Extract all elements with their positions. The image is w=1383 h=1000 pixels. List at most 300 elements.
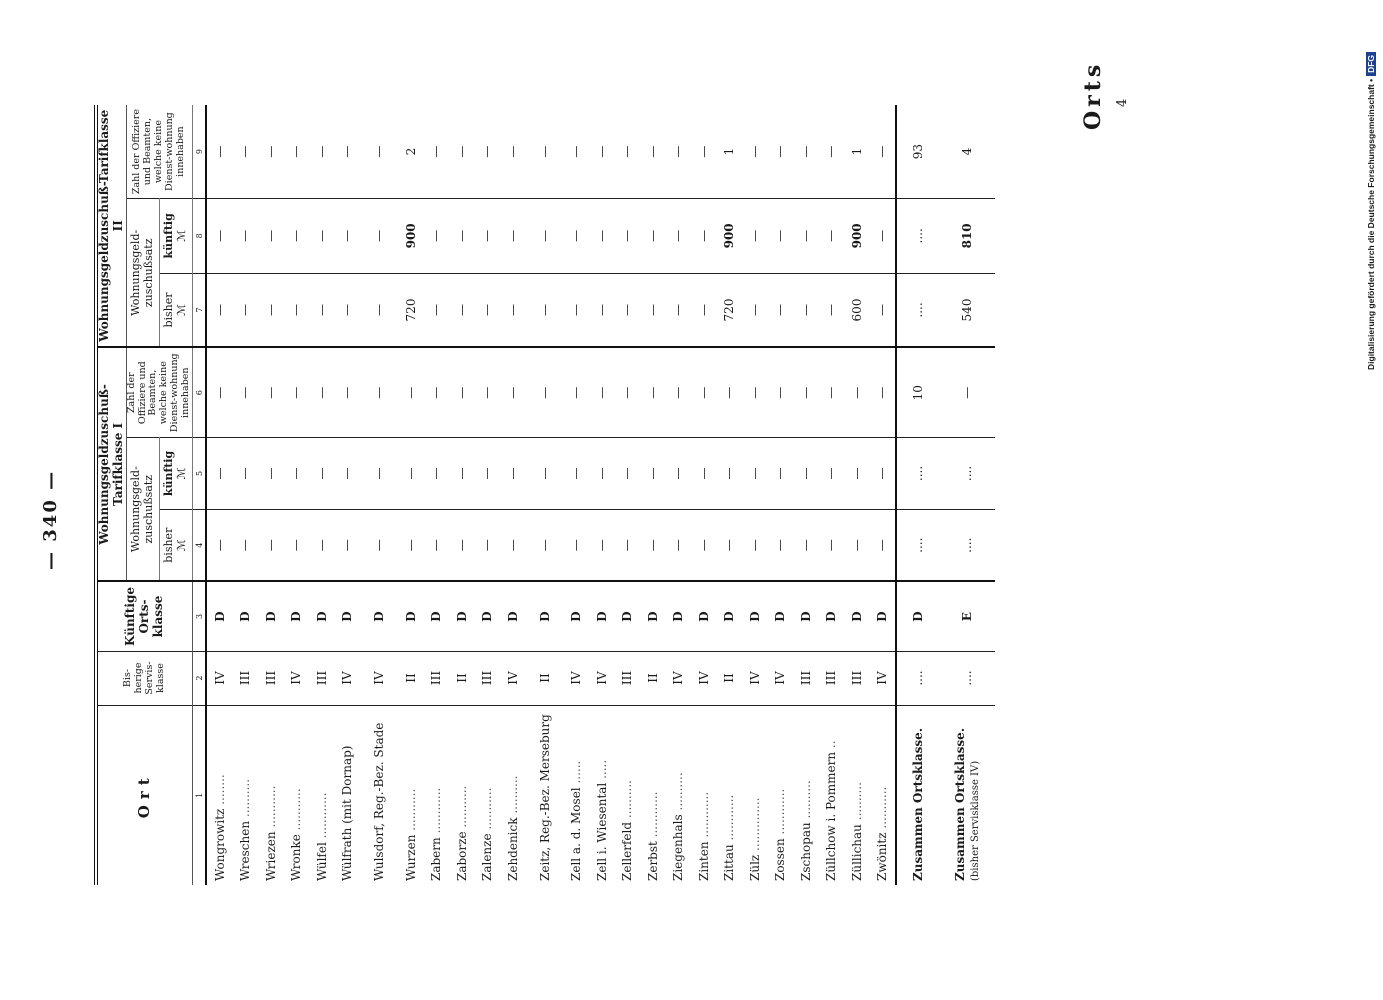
row-ort: Wreschen .......... — [238, 778, 253, 881]
table-row — [615, 105, 641, 885]
row-z1: — — [640, 347, 666, 437]
row-z2: — — [691, 105, 717, 199]
colnum-7: 7 — [193, 273, 207, 347]
row-s: IV — [870, 651, 897, 705]
row-f1: — — [819, 437, 845, 509]
row-b1: — — [666, 509, 692, 581]
row-f1: — — [335, 437, 361, 509]
row-z2: — — [564, 105, 590, 199]
margin-note-number: 4 — [1115, 98, 1130, 107]
row-z2: — — [640, 105, 666, 199]
row-b2: — — [335, 273, 361, 347]
summary2-row — [939, 105, 995, 885]
row-f2: 900 — [717, 199, 743, 273]
row-b1: — — [589, 509, 615, 581]
row-b2: 720 — [717, 273, 743, 347]
summary-label: Zusammen Ortsklasse. — [896, 705, 939, 885]
row-b2: — — [615, 273, 641, 347]
row-b1: — — [819, 509, 845, 581]
row-f2: — — [258, 199, 284, 273]
header-satz-2: Wohnungsgeld-zuschußsatz — [126, 199, 159, 348]
row-s: IV — [768, 651, 794, 705]
row-f1: — — [258, 437, 284, 509]
row-z2: — — [360, 105, 398, 199]
row-ort: Züllichau .......... — [849, 782, 864, 881]
row-f1: — — [526, 437, 564, 509]
row-k: D — [615, 581, 641, 651]
row-z2: — — [666, 105, 692, 199]
row-f2: — — [742, 199, 768, 273]
table-body — [206, 105, 995, 885]
header-kuenftig-1: künftig ℳ — [159, 437, 192, 509]
header-ort: Ort — [96, 705, 193, 885]
row-f1: — — [615, 437, 641, 509]
row-z2: — — [258, 105, 284, 199]
row-b2: — — [526, 273, 564, 347]
row-z1: — — [717, 347, 743, 437]
summary-b1: .... — [896, 509, 939, 581]
row-b1: — — [475, 509, 501, 581]
row-f2: — — [666, 199, 692, 273]
row-z2: — — [335, 105, 361, 199]
row-z2: 2 — [398, 105, 424, 199]
row-s: IV — [360, 651, 398, 705]
row-f1: — — [398, 437, 424, 509]
row-f1: — — [793, 437, 819, 509]
row-z1: — — [768, 347, 794, 437]
summary-b2: .... — [896, 273, 939, 347]
table-row — [870, 105, 897, 885]
row-b1: — — [233, 509, 259, 581]
row-z1: — — [844, 347, 870, 437]
row-z1: — — [793, 347, 819, 437]
summary-k: D — [896, 581, 939, 651]
table-row — [424, 105, 450, 885]
row-f1: — — [424, 437, 450, 509]
row-ort: Zülz .............. — [747, 797, 762, 881]
table-row — [258, 105, 284, 885]
row-f1: — — [206, 437, 233, 509]
row-b1: — — [526, 509, 564, 581]
row-f1: — — [691, 437, 717, 509]
row-ort: Zossen ............ — [773, 788, 788, 881]
row-b1: — — [398, 509, 424, 581]
row-k: D — [793, 581, 819, 651]
colnum-5: 5 — [193, 437, 207, 509]
row-f2: 900 — [844, 199, 870, 273]
header-bisher-1: bisher ℳ — [159, 509, 192, 581]
summary2-f1: .... — [939, 437, 995, 509]
row-ort: Zittau ............ — [722, 794, 737, 881]
row-z1: — — [819, 347, 845, 437]
row-k: D — [589, 581, 615, 651]
row-k: D — [526, 581, 564, 651]
summary2-label: Zusammen Ortsklasse. (bisher Servisklasse IV) — [953, 728, 982, 881]
row-b2: — — [793, 273, 819, 347]
summary2-f2: 810 — [939, 199, 995, 273]
row-b1: — — [768, 509, 794, 581]
row-b2: — — [742, 273, 768, 347]
row-b2: — — [691, 273, 717, 347]
row-z2: 1 — [717, 105, 743, 199]
row-f1: — — [449, 437, 475, 509]
table-row — [206, 105, 233, 885]
row-z2: — — [424, 105, 450, 199]
row-ort: Wulsdorf, Reg.-Bez. Stade — [372, 722, 387, 881]
row-f1: — — [475, 437, 501, 509]
table-row — [691, 105, 717, 885]
row-s: IV — [564, 651, 590, 705]
row-b1: — — [335, 509, 361, 581]
table-row — [589, 105, 615, 885]
row-z2: 1 — [844, 105, 870, 199]
row-f2: — — [449, 199, 475, 273]
colnum-8: 8 — [193, 199, 207, 273]
table-row — [666, 105, 692, 885]
row-b1: — — [793, 509, 819, 581]
row-s: IV — [500, 651, 526, 705]
row-s: III — [233, 651, 259, 705]
row-z1: — — [742, 347, 768, 437]
row-b1: — — [742, 509, 768, 581]
row-ort: Zellerfeld .......... — [620, 780, 635, 881]
header-group1: Wohnungsgeldzuschuß-Tarifklasse I — [96, 347, 126, 581]
header-bisher-2: bisher ℳ — [159, 273, 192, 347]
row-k: D — [233, 581, 259, 651]
row-ort: Zschopau .......... — [798, 780, 813, 881]
row-s: IV — [691, 651, 717, 705]
row-b1: — — [309, 509, 335, 581]
row-z1: — — [666, 347, 692, 437]
row-f1: — — [309, 437, 335, 509]
summary2-z1: — — [939, 347, 995, 437]
row-ort: Zabern ............ — [429, 787, 444, 881]
row-f2: — — [424, 199, 450, 273]
margin-note-word: Orts — [1080, 60, 1106, 130]
row-s: IV — [666, 651, 692, 705]
row-b2: — — [258, 273, 284, 347]
table-row — [793, 105, 819, 885]
row-b2: 600 — [844, 273, 870, 347]
row-f1: — — [589, 437, 615, 509]
summary2-k: E — [939, 581, 995, 651]
row-z2: — — [206, 105, 233, 199]
row-f2: — — [615, 199, 641, 273]
dfg-logo: DFG — [1366, 52, 1376, 76]
row-f2: — — [233, 199, 259, 273]
row-f2: — — [768, 199, 794, 273]
table-row — [398, 105, 424, 885]
colnum-2: 2 — [193, 651, 207, 705]
row-f1: — — [768, 437, 794, 509]
row-f2: — — [475, 199, 501, 273]
row-k: D — [844, 581, 870, 651]
row-f2: — — [309, 199, 335, 273]
row-f2: — — [870, 199, 897, 273]
row-z2: — — [589, 105, 615, 199]
header-zahl-1: Zahl der Offiziere und Beamten, welche keine Dienst-wohnung innehaben — [126, 347, 193, 437]
row-f2: — — [589, 199, 615, 273]
row-f1: — — [233, 437, 259, 509]
row-k: D — [870, 581, 897, 651]
row-z1: — — [589, 347, 615, 437]
row-f2: — — [360, 199, 398, 273]
row-z2: — — [768, 105, 794, 199]
row-s: IV — [742, 651, 768, 705]
row-s: III — [819, 651, 845, 705]
row-k: D — [335, 581, 361, 651]
row-f1: — — [284, 437, 310, 509]
row-s: III — [475, 651, 501, 705]
row-z1: — — [691, 347, 717, 437]
table-row — [449, 105, 475, 885]
row-z2: — — [500, 105, 526, 199]
row-b2: — — [870, 273, 897, 347]
row-z1: — — [564, 347, 590, 437]
row-z1: — — [475, 347, 501, 437]
row-k: D — [424, 581, 450, 651]
row-b2: — — [284, 273, 310, 347]
table-row — [360, 105, 398, 885]
row-f2: — — [819, 199, 845, 273]
row-f2: — — [206, 199, 233, 273]
row-f1: — — [742, 437, 768, 509]
row-k: D — [258, 581, 284, 651]
row-k: D — [398, 581, 424, 651]
row-z1: — — [284, 347, 310, 437]
table-row — [475, 105, 501, 885]
row-k: D — [449, 581, 475, 651]
table-row — [335, 105, 361, 885]
row-ort: Zalenze ........... — [480, 787, 495, 881]
row-f1: — — [640, 437, 666, 509]
row-z1: — — [335, 347, 361, 437]
row-k: D — [717, 581, 743, 651]
row-b1: — — [500, 509, 526, 581]
row-k: D — [768, 581, 794, 651]
row-ort: Wongrowitz ........ — [212, 774, 227, 881]
row-b1: — — [870, 509, 897, 581]
row-b1: — — [564, 509, 590, 581]
row-b2: — — [360, 273, 398, 347]
table-row — [768, 105, 794, 885]
row-ort: Zwönitz ........... — [875, 786, 890, 881]
row-k: D — [742, 581, 768, 651]
row-b1: — — [615, 509, 641, 581]
row-z1: — — [615, 347, 641, 437]
row-ort: Wülfrath (mit Dornap) — [340, 745, 355, 881]
row-f1: — — [564, 437, 590, 509]
row-s: III — [793, 651, 819, 705]
header-zahl-2: Zahl der Offiziere und Beamten, welche keine Dienst-wohnung innehaben — [126, 105, 193, 199]
row-b1: — — [360, 509, 398, 581]
summary-z2: 93 — [896, 105, 939, 199]
row-b2: — — [666, 273, 692, 347]
summary-s: .... — [896, 651, 939, 705]
row-ort: Wriezen ........... — [263, 785, 278, 881]
table-row — [717, 105, 743, 885]
row-z1: — — [398, 347, 424, 437]
row-s: II — [526, 651, 564, 705]
row-f2: — — [500, 199, 526, 273]
row-k: D — [819, 581, 845, 651]
row-k: D — [640, 581, 666, 651]
row-s: II — [717, 651, 743, 705]
row-s: IV — [206, 651, 233, 705]
row-s: IV — [335, 651, 361, 705]
row-z1: — — [449, 347, 475, 437]
row-z2: — — [233, 105, 259, 199]
summary-f2: .... — [896, 199, 939, 273]
row-k: D — [500, 581, 526, 651]
row-k: D — [691, 581, 717, 651]
row-f2: — — [640, 199, 666, 273]
table-row — [844, 105, 870, 885]
row-k: D — [666, 581, 692, 651]
summary2-s: .... — [939, 651, 995, 705]
row-b2: — — [206, 273, 233, 347]
table-row — [233, 105, 259, 885]
row-s: III — [844, 651, 870, 705]
row-s: III — [615, 651, 641, 705]
table-row — [309, 105, 335, 885]
row-b2: — — [768, 273, 794, 347]
row-f1: — — [870, 437, 897, 509]
row-b1: — — [258, 509, 284, 581]
summary-f1: .... — [896, 437, 939, 509]
row-z2: — — [819, 105, 845, 199]
row-z2: — — [870, 105, 897, 199]
row-b1: — — [844, 509, 870, 581]
header-kuenftig-2: künftig ℳ — [159, 199, 192, 273]
row-b2: 720 — [398, 273, 424, 347]
row-f2: — — [284, 199, 310, 273]
row-b2: — — [564, 273, 590, 347]
row-z2: — — [615, 105, 641, 199]
summary2-b2: 540 — [939, 273, 995, 347]
row-k: D — [206, 581, 233, 651]
row-z2: — — [284, 105, 310, 199]
row-ort: Wurzen ........... — [403, 788, 418, 881]
row-ort: Zehdenick .......... — [505, 775, 520, 881]
table-row — [526, 105, 564, 885]
row-z1: — — [233, 347, 259, 437]
row-f1: — — [360, 437, 398, 509]
row-k: D — [475, 581, 501, 651]
row-b2: — — [309, 273, 335, 347]
header-group2: Wohnungsgeldzuschuß-Tarifklasse II — [96, 105, 126, 347]
row-ort: Zerbst ............ — [645, 791, 660, 881]
row-ort: Ziegenhals .......... — [671, 772, 686, 881]
table-row — [819, 105, 845, 885]
row-b2: — — [233, 273, 259, 347]
table-row — [284, 105, 310, 885]
row-k: D — [360, 581, 398, 651]
row-f1: — — [844, 437, 870, 509]
row-b2: — — [640, 273, 666, 347]
summary-row — [896, 105, 939, 885]
row-f2: — — [526, 199, 564, 273]
row-z1: — — [258, 347, 284, 437]
row-b1: — — [424, 509, 450, 581]
row-s: II — [449, 651, 475, 705]
row-b1: — — [691, 509, 717, 581]
row-s: III — [424, 651, 450, 705]
row-f1: — — [500, 437, 526, 509]
row-b2: — — [819, 273, 845, 347]
row-b2: — — [449, 273, 475, 347]
colnum-6: 6 — [193, 347, 207, 437]
row-k: D — [284, 581, 310, 651]
colnum-9: 9 — [193, 105, 207, 199]
header-bisherige: Bis-herige Servis-klasse — [96, 651, 193, 705]
table-row — [640, 105, 666, 885]
row-z1: — — [870, 347, 897, 437]
row-f1: — — [666, 437, 692, 509]
row-f1: — — [717, 437, 743, 509]
row-f2: 900 — [398, 199, 424, 273]
summary2-b1: .... — [939, 509, 995, 581]
row-z1: — — [424, 347, 450, 437]
row-b1: — — [449, 509, 475, 581]
row-ort: Zaborze ........... — [454, 785, 469, 881]
row-ort: Zell i. Wiesental ..... — [594, 759, 609, 881]
row-s: III — [309, 651, 335, 705]
row-z2: — — [475, 105, 501, 199]
row-b2: — — [475, 273, 501, 347]
row-z2: — — [309, 105, 335, 199]
summary2-z2: 4 — [939, 105, 995, 199]
row-z2: — — [742, 105, 768, 199]
row-b1: — — [717, 509, 743, 581]
row-z1: — — [360, 347, 398, 437]
row-b1: — — [206, 509, 233, 581]
header-kuenftige: Künftige Orts-klasse — [96, 581, 193, 651]
row-ort: Züllchow i. Pommern .. — [824, 740, 839, 881]
row-k: D — [564, 581, 590, 651]
data-table-wrapper — [94, 105, 995, 885]
row-b1: — — [640, 509, 666, 581]
table-row — [742, 105, 768, 885]
row-ort: Zinten ............ — [696, 791, 711, 881]
row-s: II — [640, 651, 666, 705]
row-f2: — — [793, 199, 819, 273]
row-z1: — — [500, 347, 526, 437]
row-z2: — — [449, 105, 475, 199]
row-b2: — — [500, 273, 526, 347]
row-ort: Zeitz, Reg.-Bez. Merseburg — [537, 714, 552, 881]
row-f2: — — [691, 199, 717, 273]
table-row — [564, 105, 590, 885]
page-number: — 340 — — [40, 469, 61, 570]
row-b2: — — [424, 273, 450, 347]
row-s: IV — [284, 651, 310, 705]
colnum-4: 4 — [193, 509, 207, 581]
row-z1: — — [206, 347, 233, 437]
row-f2: — — [335, 199, 361, 273]
summary-z1: 10 — [896, 347, 939, 437]
colnum-3: 3 — [193, 581, 207, 651]
row-ort: Wülfel ............ — [314, 792, 329, 881]
colnum-1: 1 — [193, 705, 207, 885]
row-z1: — — [526, 347, 564, 437]
header-satz-1: Wohnungsgeld-zuschußsatz — [126, 437, 159, 581]
row-k: D — [309, 581, 335, 651]
table-row — [500, 105, 526, 885]
row-s: II — [398, 651, 424, 705]
tariff-table — [94, 105, 995, 885]
row-ort: Wronke ........... — [289, 788, 304, 881]
